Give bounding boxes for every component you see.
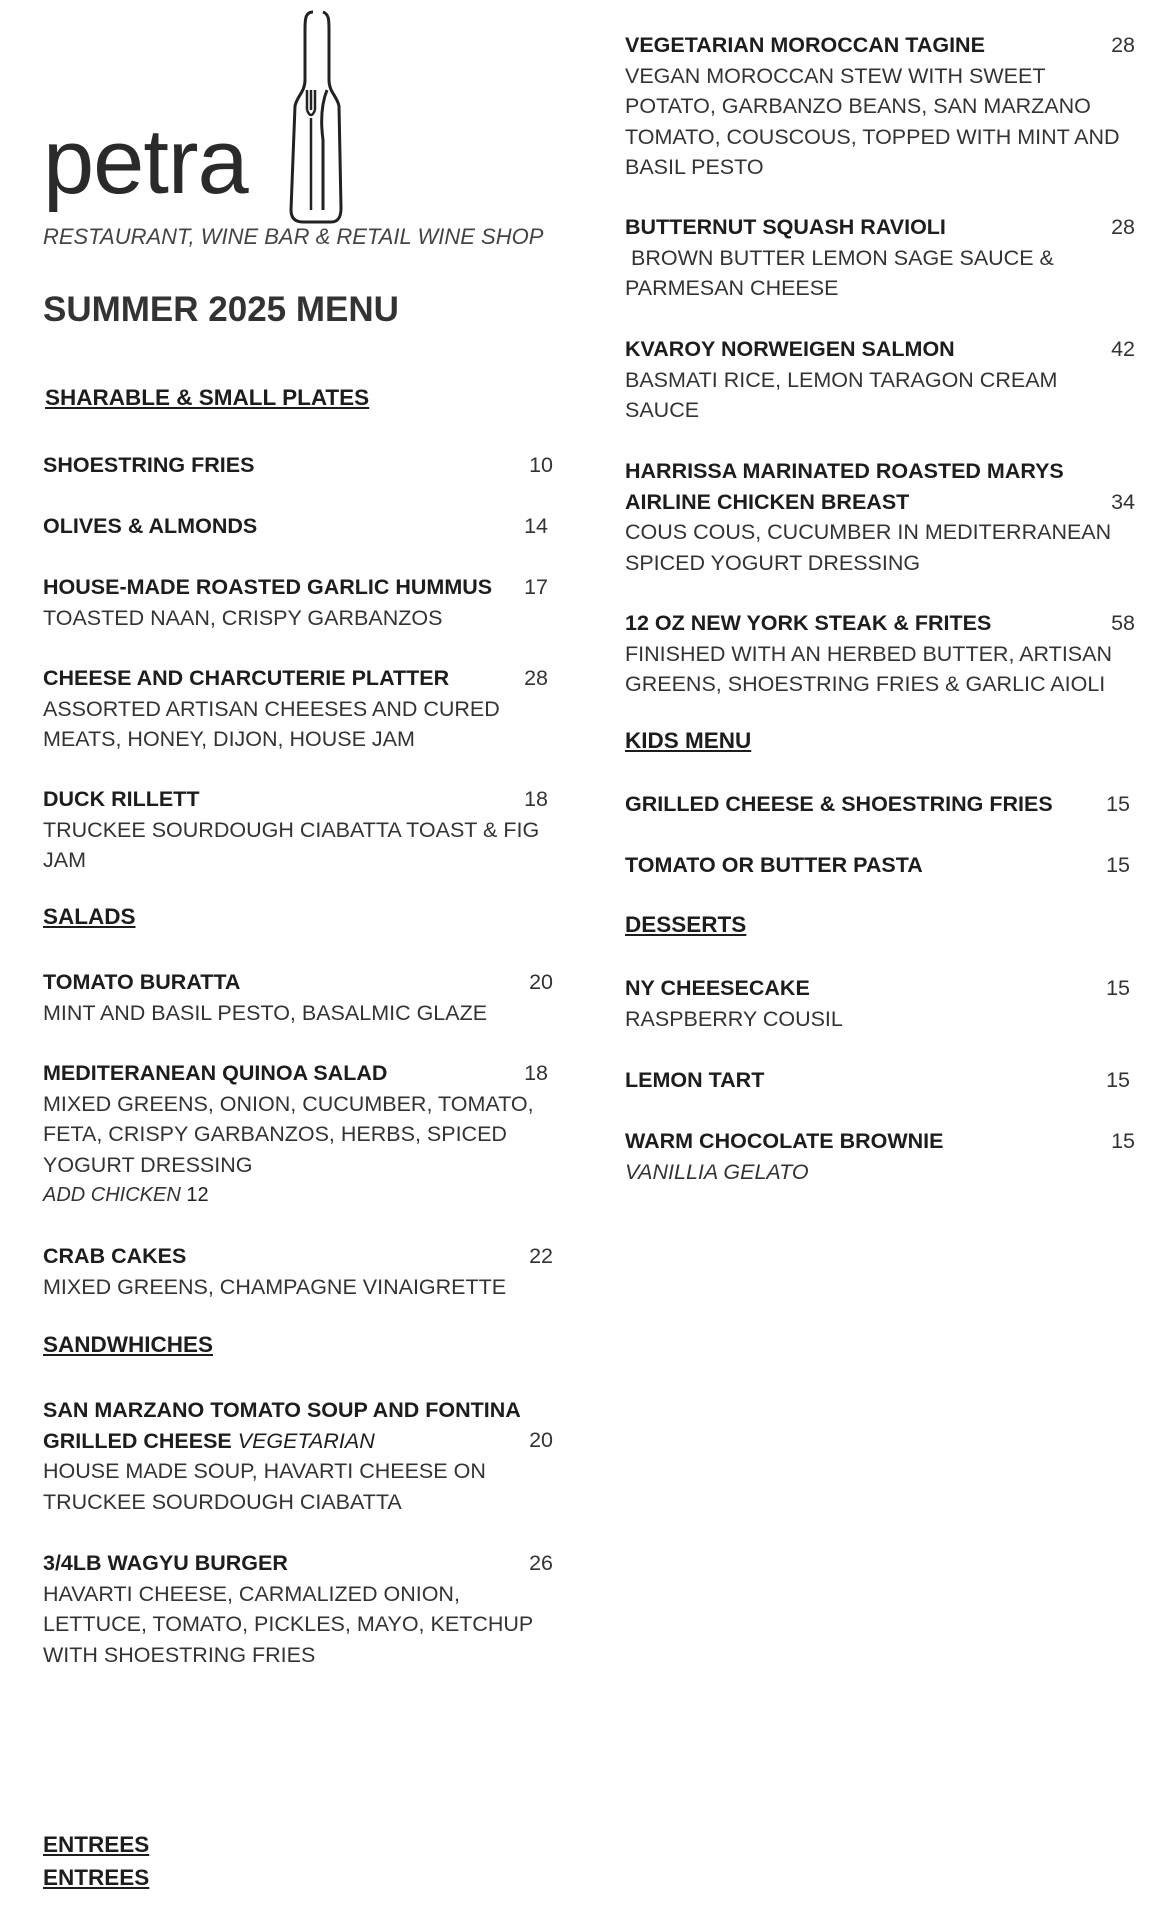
item-description: MINT AND BASIL PESTO, BASALMIC GLAZE: [43, 1000, 488, 1025]
item-description: MEATS, HONEY, DIJON, HOUSE JAM: [43, 727, 415, 751]
item-description: SAUCE: [625, 398, 700, 422]
section-heading-desserts: DESSERTS: [625, 912, 747, 937]
menu-item: [43, 1058, 563, 1211]
item-price: 26: [529, 1551, 553, 1575]
item-price: 14: [524, 514, 548, 538]
item-description: HAVARTI CHEESE, CARMALIZED ONION,: [43, 1581, 460, 1606]
item-description: YOGURT DRESSING: [43, 1152, 253, 1177]
menu-item: [43, 967, 553, 1028]
item-name: NY CHEESECAKE: [625, 976, 810, 1000]
item-description: VEGAN MOROCCAN STEW WITH SWEET: [625, 63, 1046, 88]
item-name: HARRISSA MARINATED ROASTED MARYS: [625, 459, 1064, 483]
item-description: TRUCKEE SOURDOUGH CIABATTA: [43, 1489, 402, 1514]
wine-bottle-fork-icon: [243, 10, 343, 225]
item-name: TOMATO BURATTA: [43, 970, 241, 994]
menu-item: [625, 212, 1135, 304]
menu-item: [625, 1126, 1135, 1187]
item-name: LEMON TART: [625, 1068, 765, 1092]
item-name: WARM CHOCOLATE BROWNIE: [625, 1129, 944, 1153]
menu-item: [625, 30, 1135, 183]
menu-item: [43, 511, 553, 542]
item-name-continued: GRILLED CHEESE: [43, 1428, 232, 1453]
menu-item: [43, 450, 553, 481]
menu-item: [625, 850, 1130, 881]
item-price: 20: [529, 970, 553, 994]
item-name: OLIVES & ALMONDS: [43, 514, 258, 538]
item-name-line-2: [43, 1426, 553, 1457]
item-name: SHOESTRING FRIES: [43, 453, 255, 477]
menu-item: [43, 1395, 553, 1517]
item-price: 34: [1111, 490, 1135, 514]
item-description: TOASTED NAAN, CRISPY GARBANZOS: [43, 605, 443, 630]
addon-price: 12: [186, 1184, 209, 1206]
item-description: FETA, CRISPY GARBANZOS, HERBS, SPICED: [43, 1122, 507, 1146]
item-price: 20: [529, 1428, 553, 1452]
item-addon: [43, 1180, 563, 1211]
item-description: ASSORTED ARTISAN CHEESES AND CURED: [43, 696, 500, 721]
item-name: CRAB CAKES: [43, 1244, 187, 1268]
item-description: COUS COUS, CUCUMBER IN MEDITERRANEAN: [625, 520, 1112, 544]
menu-item: [625, 1065, 1130, 1096]
item-description: MIXED GREENS, ONION, CUCUMBER, TOMATO,: [43, 1091, 534, 1116]
item-description: BASMATI RICE, LEMON TARAGON CREAM: [625, 367, 1058, 392]
addon-label: ADD CHICKEN: [43, 1184, 181, 1206]
item-description: SPICED YOGURT DRESSING: [625, 550, 921, 575]
menu-item: [43, 663, 553, 755]
item-price: 17: [524, 575, 548, 599]
menu-item: [43, 784, 563, 876]
item-price: 15: [1106, 853, 1130, 877]
menu-item: [625, 334, 1135, 426]
vegetarian-tag: VEGETARIAN: [237, 1428, 375, 1453]
section-heading-salads: SALADS: [43, 904, 136, 929]
item-name: MEDITERANEAN QUINOA SALAD: [43, 1061, 388, 1085]
section-heading-sharable: SHARABLE & SMALL PLATES: [45, 385, 370, 410]
item-name: KVAROY NORWEIGEN SALMON: [625, 337, 955, 361]
item-price: 15: [1111, 1129, 1135, 1153]
item-description: TRUCKEE SOURDOUGH CIABATTA TOAST & FIG: [43, 817, 540, 842]
section-heading-sandwiches: SANDWHICHES: [43, 1332, 214, 1357]
section-heading-entrees-repeat: ENTREES: [43, 1865, 150, 1890]
logo-wordmark: petra: [43, 111, 248, 213]
section-heading-entrees: ENTREES: [43, 1832, 150, 1857]
item-price: 22: [529, 1244, 553, 1268]
item-description: LETTUCE, TOMATO, PICKLES, MAYO, KETCHUP: [43, 1612, 534, 1636]
item-price: 28: [1111, 33, 1135, 57]
item-description: WITH SHOESTRING FRIES: [43, 1642, 316, 1667]
item-name: BUTTERNUT SQUASH RAVIOLI: [625, 215, 946, 239]
item-price: 58: [1111, 611, 1135, 635]
item-name-continued: AIRLINE CHICKEN BREAST: [625, 489, 910, 514]
item-price: 42: [1111, 337, 1135, 361]
menu-item: [625, 608, 1135, 700]
item-description: HOUSE MADE SOUP, HAVARTI CHEESE ON: [43, 1459, 486, 1483]
section-heading-kids: KIDS MENU: [625, 728, 752, 753]
item-description: FINISHED WITH AN HERBED BUTTER, ARTISAN: [625, 641, 1112, 666]
tagline: RESTAURANT, WINE BAR & RETAIL WINE SHOP: [43, 224, 544, 249]
item-price: 15: [1106, 976, 1130, 1000]
menu-title: SUMMER 2025 MENU: [43, 290, 399, 329]
item-name: 3/4LB WAGYU BURGER: [43, 1551, 288, 1575]
item-description: VANILLIA GELATO: [625, 1159, 809, 1184]
item-description: POTATO, GARBANZO BEANS, SAN MARZANO: [625, 94, 1091, 118]
menu-item: [43, 1548, 553, 1670]
item-price: 10: [529, 453, 553, 477]
item-name: TOMATO OR BUTTER PASTA: [625, 853, 923, 877]
menu-item: [625, 789, 1130, 820]
item-price: 18: [524, 1061, 548, 1085]
item-name: DUCK RILLETT: [43, 787, 200, 811]
item-price: 18: [524, 787, 548, 811]
menu-item: [625, 456, 1135, 578]
item-price: 28: [524, 666, 548, 690]
item-price: 15: [1106, 1068, 1130, 1092]
item-name: HOUSE-MADE ROASTED GARLIC HUMMUS: [43, 575, 493, 599]
item-description: MIXED GREENS, CHAMPAGNE VINAIGRETTE: [43, 1274, 507, 1299]
menu-item: [625, 973, 1130, 1034]
item-description: GREENS, SHOESTRING FRIES & GARLIC AIOLI: [625, 672, 1106, 696]
item-description: PARMESAN CHEESE: [625, 276, 839, 300]
item-description: BASIL PESTO: [625, 155, 764, 179]
item-name: SAN MARZANO TOMATO SOUP AND FONTINA: [43, 1398, 521, 1422]
item-price: 28: [1111, 215, 1135, 239]
item-description: JAM: [43, 848, 86, 872]
menu-item: [43, 572, 553, 633]
item-description: BROWN BUTTER LEMON SAGE SAUCE &: [625, 245, 1054, 270]
item-name: VEGETARIAN MOROCCAN TAGINE: [625, 33, 985, 57]
menu-item: [43, 1241, 553, 1302]
item-description: RASPBERRY COUSIL: [625, 1006, 843, 1031]
item-price: 15: [1106, 792, 1130, 816]
item-name: GRILLED CHEESE & SHOESTRING FRIES: [625, 792, 1053, 816]
item-name: 12 OZ NEW YORK STEAK & FRITES: [625, 611, 992, 635]
restaurant-logo: [43, 8, 343, 223]
item-name: CHEESE AND CHARCUTERIE PLATTER: [43, 666, 450, 690]
item-description: TOMATO, COUSCOUS, TOPPED WITH MINT AND: [625, 124, 1120, 149]
